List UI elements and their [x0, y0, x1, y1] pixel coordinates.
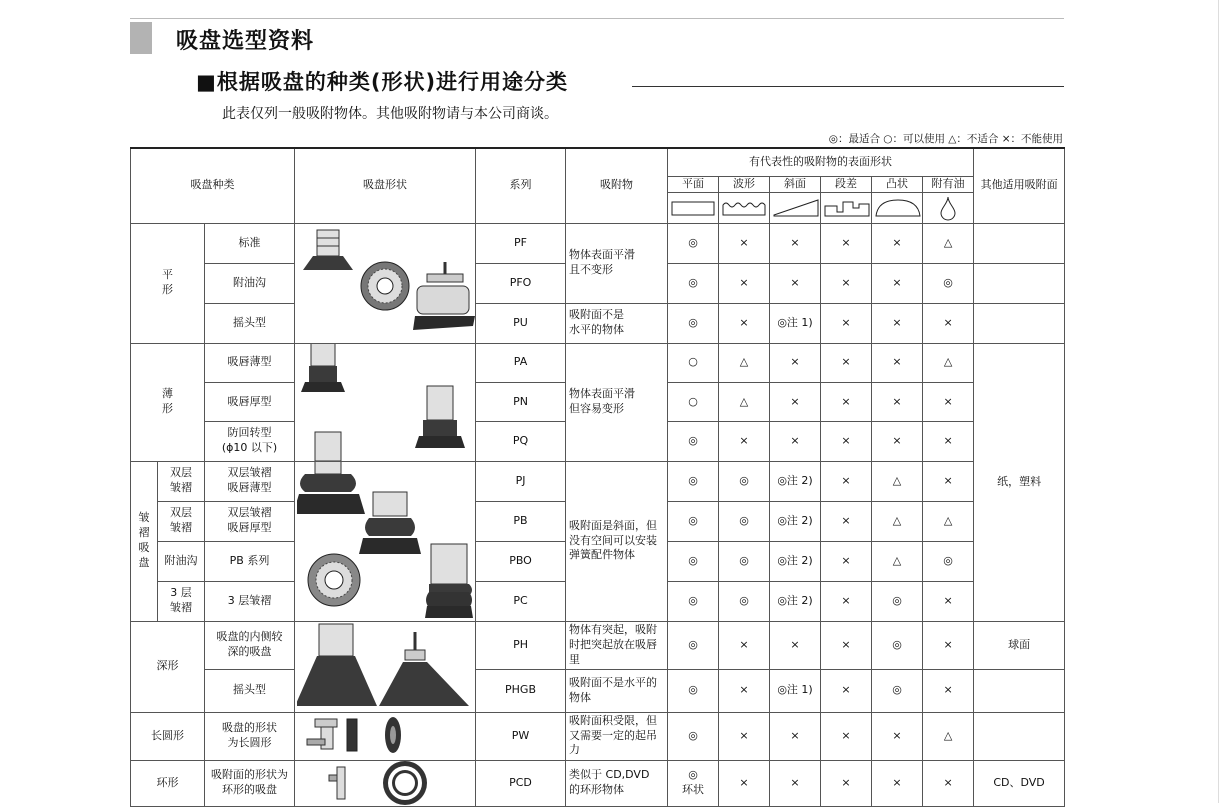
row-name: 3 层皱褶 [205, 581, 295, 621]
row-name: 吸附面的形状为 环形的吸盘 [205, 760, 295, 806]
title-marker [130, 22, 152, 54]
rating: ◎ [872, 581, 923, 621]
rating: ◎注 2) [770, 581, 821, 621]
subgroup-triple: 3 层 皱褶 [158, 581, 205, 621]
series-cell: PJ [476, 461, 566, 501]
step-surface-icon [821, 192, 872, 223]
row-name: 摇头型 [205, 303, 295, 343]
rating: × [719, 670, 770, 712]
header-shape: 吸盘形状 [295, 148, 476, 223]
rating: ◎ [668, 422, 719, 461]
cup-illustrations-flat [295, 223, 476, 343]
ring-cup-top-icon [383, 761, 427, 805]
anti-rotation-cup-icon [315, 432, 341, 461]
oil-groove-cup-icon [361, 262, 409, 310]
cup-illustrations-oval [295, 712, 476, 760]
rating: × [821, 501, 872, 541]
header-surface-group: 有代表性的吸附物的表面形状 [668, 148, 974, 176]
row-name: 吸盘的形状 为长圆形 [205, 712, 295, 760]
page-title: 吸盘选型资料 [176, 29, 315, 54]
group-oval: 长圆形 [131, 712, 205, 760]
rating: ◎ [668, 670, 719, 712]
rating: ◎注 2) [770, 501, 821, 541]
subgroup-double: 双层 皱褶 [158, 461, 205, 501]
rating: ◎注 1) [770, 670, 821, 712]
rating: × [821, 712, 872, 760]
series-cell: PQ [476, 422, 566, 461]
selection-table [130, 147, 1065, 807]
double-bellows-thin-cup-icon [297, 462, 365, 514]
group-flat [131, 223, 205, 343]
triple-bellows-cup-icon [425, 544, 473, 618]
other-surface-cell [974, 670, 1065, 712]
rating: ◎ [668, 263, 719, 303]
series-cell: PBO [476, 541, 566, 581]
rating: × [719, 712, 770, 760]
series-cell: PN [476, 382, 566, 421]
rating: ◎ [923, 541, 974, 581]
rating: ◎ [719, 461, 770, 501]
cup-illustrations-ring [295, 760, 476, 806]
rating: △ [872, 541, 923, 581]
header-surface-flat: 平面 [668, 176, 719, 192]
rating: × [821, 303, 872, 343]
rating: × [923, 382, 974, 421]
group-thin-label: 薄 形 [162, 387, 173, 415]
rating: × [821, 343, 872, 382]
deep-swivel-cup-icon [379, 632, 469, 706]
group-deep: 深形 [131, 621, 205, 712]
object-cell: 吸附面积受限，但 又需要一定的起吊 力 [566, 712, 668, 760]
object-cell: 物体表面平滑 但容易变形 [566, 343, 668, 461]
rating: × [821, 382, 872, 421]
series-cell: PB [476, 501, 566, 541]
rating: × [719, 760, 770, 806]
convex-surface-icon [872, 192, 923, 223]
rating: × [770, 263, 821, 303]
rating: × [770, 712, 821, 760]
flat-surface-icon [668, 192, 719, 223]
other-surface-cell [974, 223, 1065, 263]
rating: △ [719, 382, 770, 421]
rating: × [821, 670, 872, 712]
rating: × [821, 760, 872, 806]
rating: × [821, 461, 872, 501]
rating: ◎ [668, 223, 719, 263]
rating: × [923, 422, 974, 461]
section-title: ■根据吸盘的种类(形状)进行用途分类 [196, 70, 569, 94]
rating: ◎ [719, 501, 770, 541]
header-surface-oily: 附有油 [923, 176, 974, 192]
rating: △ [719, 343, 770, 382]
rating: ◎ [668, 541, 719, 581]
row-name: 双层皱褶 吸唇薄型 [205, 461, 295, 501]
rating: × [872, 263, 923, 303]
intro-note: 此表仅列一般吸附物体。其他吸附物请与本公司商谈。 [222, 106, 558, 122]
cup-illustrations-thin [295, 343, 476, 461]
object-cell: 吸附面不是水平的 物体 [566, 670, 668, 712]
rating: × [872, 422, 923, 461]
row-name: 防回转型 (ϕ10 以下) [205, 422, 295, 461]
rating: ◎ [668, 461, 719, 501]
object-cell: 类似于 CD,DVD 的环形物体 [566, 760, 668, 806]
other-surface-cell [974, 712, 1065, 760]
rating: × [923, 581, 974, 621]
other-surface-cell: 球面 [974, 621, 1065, 670]
row-name: 吸唇薄型 [205, 343, 295, 382]
rating: ◎ [668, 581, 719, 621]
series-cell: PH [476, 621, 566, 670]
header-series: 系列 [476, 148, 566, 223]
rating: × [770, 422, 821, 461]
series-cell: PA [476, 343, 566, 382]
group-flat-label: 平 形 [162, 268, 173, 296]
rating: × [719, 303, 770, 343]
rating: ◎注 1) [770, 303, 821, 343]
series-cell: PF [476, 223, 566, 263]
rating: ○ [668, 382, 719, 421]
rating: × [872, 303, 923, 343]
object-cell: 物体表面平滑 且不变形 [566, 223, 668, 303]
series-cell: PU [476, 303, 566, 343]
rating: × [872, 760, 923, 806]
rating: △ [872, 461, 923, 501]
series-cell: PHGB [476, 670, 566, 712]
header-surface-convex: 凸状 [872, 176, 923, 192]
header-surface-step: 段差 [821, 176, 872, 192]
rating: × [923, 461, 974, 501]
rating: × [821, 263, 872, 303]
series-cell: PW [476, 712, 566, 760]
rating: × [770, 382, 821, 421]
standard-cup-icon [303, 230, 353, 270]
rating: ◎ [668, 501, 719, 541]
rating: × [923, 670, 974, 712]
oil-groove-bellows-cup-icon [308, 554, 360, 606]
group-ring: 环形 [131, 760, 205, 806]
oval-cup-front-icon [347, 719, 357, 751]
rating-legend: ◎：最适合 ○：可以使用 △：不适合 ×：不能使用 [828, 133, 1063, 145]
rating: × [872, 223, 923, 263]
rating: × [770, 621, 821, 670]
rating: × [821, 581, 872, 621]
rating: ○ [668, 343, 719, 382]
rating: × [872, 712, 923, 760]
row-name: 双层皱褶 吸唇厚型 [205, 501, 295, 541]
header-surface-slope: 斜面 [770, 176, 821, 192]
double-bellows-thick-cup-icon [359, 492, 421, 554]
row-name: 摇头型 [205, 670, 295, 712]
rating: ◎ [719, 541, 770, 581]
series-cell: PFO [476, 263, 566, 303]
other-surface-cell: 纸，塑料 [974, 343, 1065, 621]
rating: △ [872, 501, 923, 541]
row-name: 吸盘的内侧较 深的吸盘 [205, 621, 295, 670]
row-name: 标准 [205, 223, 295, 263]
rating: × [770, 760, 821, 806]
header-object: 吸附物 [566, 148, 668, 223]
rating: △ [923, 712, 974, 760]
row-name: 附油沟 [205, 263, 295, 303]
object-cell: 物体有突起，吸附 时把突起放在吸唇 里 [566, 621, 668, 670]
ring-cup-side-icon [329, 767, 345, 799]
rating: × [821, 422, 872, 461]
rating: ◎注 2) [770, 541, 821, 581]
rating: △ [923, 501, 974, 541]
header-surface-wave: 波形 [719, 176, 770, 192]
rating: × [719, 422, 770, 461]
rating: × [872, 382, 923, 421]
group-bellows-label: 皱 褶 吸 盘 [138, 511, 150, 569]
object-cell: 吸附面不是 水平的物体 [566, 303, 668, 343]
rating: ◎ [872, 670, 923, 712]
rating: × [719, 621, 770, 670]
rating: ◎ [923, 263, 974, 303]
cup-illustrations-bellows [295, 461, 476, 621]
rating: × [719, 263, 770, 303]
subgroup-oil-groove: 附油沟 [158, 541, 205, 581]
series-cell: PCD [476, 760, 566, 806]
rating: ◎ [872, 621, 923, 670]
rating: × [719, 223, 770, 263]
rating: ◎ [719, 581, 770, 621]
top-rule [130, 18, 1064, 19]
rating: × [821, 541, 872, 581]
oval-cup-top-icon [385, 717, 401, 753]
oil-drop-icon [923, 192, 974, 223]
thin-lip-cup-icon [301, 344, 345, 392]
wave-surface-icon [719, 192, 770, 223]
header-type: 吸盘种类 [131, 148, 295, 223]
cup-illustrations-deep [295, 621, 476, 712]
other-surface-cell [974, 263, 1065, 303]
rating: △ [923, 223, 974, 263]
rating: ◎ [668, 621, 719, 670]
rating: × [821, 223, 872, 263]
series-cell: PC [476, 581, 566, 621]
rating: × [770, 223, 821, 263]
object-cell: 吸附面是斜面，但 没有空间可以安装 弹簧配件物体 [566, 461, 668, 621]
group-bellows [131, 461, 158, 621]
rating: ◎ 环状 [668, 760, 719, 806]
row-name: 吸唇厚型 [205, 382, 295, 421]
rating: × [872, 343, 923, 382]
group-thin [131, 343, 205, 461]
row-name: PB 系列 [205, 541, 295, 581]
rating: ◎注 2) [770, 461, 821, 501]
rating: ◎ [668, 712, 719, 760]
section-rule [632, 86, 1064, 87]
slope-surface-icon [770, 192, 821, 223]
oval-cup-side-icon [307, 719, 337, 749]
header-other: 其他适用吸附面 [974, 148, 1065, 223]
subgroup-double: 双层 皱褶 [158, 501, 205, 541]
other-surface-cell [974, 303, 1065, 343]
deep-cup-icon [297, 624, 377, 706]
rating: △ [923, 343, 974, 382]
rating: × [923, 303, 974, 343]
swivel-cup-icon [413, 262, 475, 330]
thick-lip-cup-icon [415, 386, 465, 448]
rating: × [923, 760, 974, 806]
rating: × [923, 621, 974, 670]
other-surface-cell: CD、DVD [974, 760, 1065, 806]
page-edge-line [1218, 0, 1219, 803]
rating: × [770, 343, 821, 382]
rating: ◎ [668, 303, 719, 343]
rating: × [821, 621, 872, 670]
